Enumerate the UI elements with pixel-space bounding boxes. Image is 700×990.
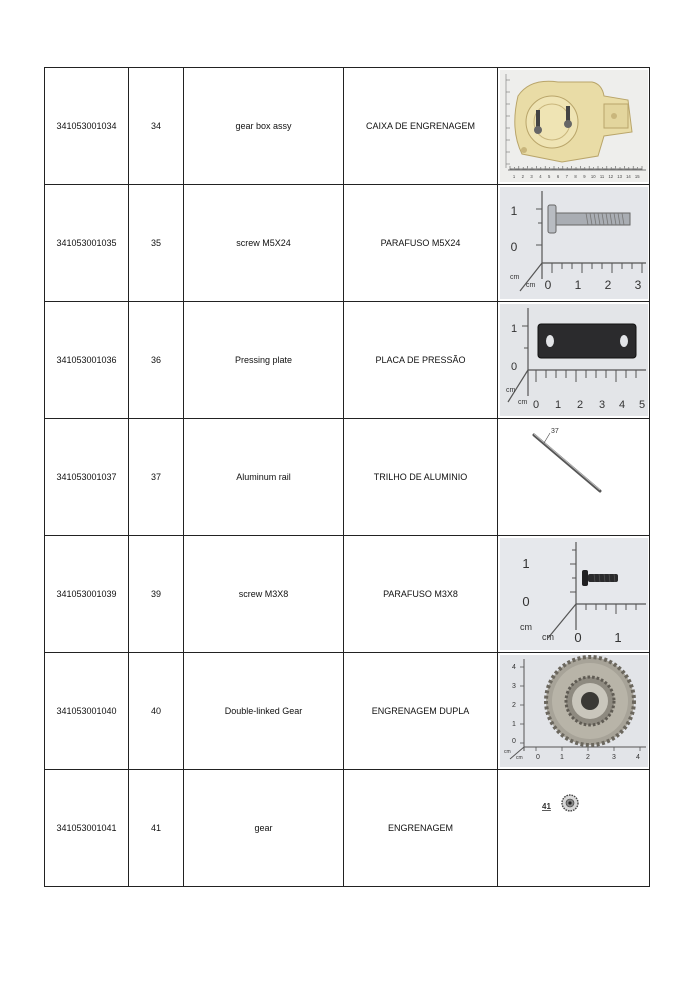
part-code: 341053001034 (45, 68, 129, 185)
scale-label: 2 (604, 278, 611, 292)
part-photo-cell (498, 419, 650, 536)
scale-unit: cm (505, 387, 515, 394)
description-pt: PARAFUSO M5X24 (344, 185, 498, 302)
description-en: screw M3X8 (184, 536, 344, 653)
part-photo-cell (498, 68, 650, 185)
part-photo-cell (498, 302, 650, 419)
scale-label: 2 (585, 754, 590, 761)
description-en: gear (184, 770, 344, 887)
scale-label: 2 (576, 399, 583, 411)
description-en: gear box assy (184, 68, 344, 185)
scale-label: 0 (544, 278, 551, 292)
table-row (45, 770, 650, 887)
scale-label: 3 (611, 754, 616, 761)
scale-label: 1 (512, 174, 515, 179)
gear-box-photo (500, 70, 648, 182)
description-en: Double-linked Gear (184, 653, 344, 770)
item-number: 37 (129, 419, 184, 536)
part-code: 341053001035 (45, 185, 129, 302)
item-number: 39 (129, 536, 184, 653)
item-number: 36 (129, 302, 184, 419)
scale-label: 0 (535, 754, 540, 761)
scale-label: 0 (532, 399, 539, 411)
description-en: Pressing plate (184, 302, 344, 419)
description-pt: PLACA DE PRESSÃO (344, 302, 498, 419)
part-photo-cell (498, 770, 650, 887)
scale-unit: cm (541, 632, 554, 642)
scale-unit: cm (503, 749, 511, 755)
scale-label: 1 (521, 556, 530, 571)
scale-label: 3 (634, 278, 641, 292)
description-en: screw M5X24 (184, 185, 344, 302)
aluminum-rail-drawing (500, 421, 648, 533)
screw-m3x8-photo (500, 538, 648, 650)
part-code: 341053001039 (45, 536, 129, 653)
scale-label: 3 (511, 683, 516, 690)
scale-label: 13 (616, 174, 622, 179)
scale-label: 4 (538, 174, 542, 179)
scale-label: 1 (554, 399, 561, 411)
table-row (45, 536, 650, 653)
description-pt: ENGRENAGEM DUPLA (344, 653, 498, 770)
table-row (45, 653, 650, 770)
scale-label: 11 (599, 174, 604, 179)
gear-drawing (500, 772, 648, 884)
callout-number: 41 (541, 802, 551, 811)
part-photo-cell (498, 185, 650, 302)
part-code: 341053001040 (45, 653, 129, 770)
scale-label: 2 (511, 702, 516, 709)
scale-label: 3 (598, 399, 605, 411)
scale-label: 0 (511, 738, 516, 745)
part-code: 341053001036 (45, 302, 129, 419)
table-row (45, 185, 650, 302)
scale-unit: cm (509, 274, 519, 281)
scale-label: 1 (511, 721, 516, 728)
scale-label: 12 (607, 174, 613, 179)
scale-label: 5 (547, 174, 550, 179)
description-pt: ENGRENAGEM (344, 770, 498, 887)
item-number: 34 (129, 68, 184, 185)
pressing-plate-photo (500, 304, 648, 416)
scale-label: 1 (510, 323, 517, 335)
scale-label: 7 (565, 174, 568, 179)
scale-label: 4 (635, 754, 640, 761)
part-code: 341053001041 (45, 770, 129, 887)
callout-number: 37 (550, 428, 559, 435)
scale-label: 6 (556, 174, 559, 179)
scale-label: 1 (510, 204, 517, 218)
screw-m5x24-photo (500, 187, 648, 299)
scale-unit: cm (515, 755, 523, 761)
item-number: 41 (129, 770, 184, 887)
scale-label: 0 (510, 361, 517, 373)
table-row (45, 419, 650, 536)
scale-label: 5 (638, 399, 645, 411)
part-photo-cell (498, 653, 650, 770)
scale-label: 3 (529, 174, 533, 179)
parts-table (44, 67, 650, 887)
scale-label: 0 (510, 240, 517, 254)
item-number: 35 (129, 185, 184, 302)
scale-label: 8 (573, 174, 577, 179)
scale-label: 9 (582, 174, 586, 179)
double-gear-photo (500, 655, 648, 767)
scale-label: 1 (574, 278, 581, 292)
scale-label: 14 (625, 174, 631, 179)
scale-unit: cm (519, 622, 532, 632)
scale-label: 10 (590, 174, 596, 179)
parts-table-container (44, 67, 650, 887)
description-pt: CAIXA DE ENGRENAGEM (344, 68, 498, 185)
scale-label: 4 (511, 664, 516, 671)
scale-unit: cm (525, 282, 535, 289)
scale-label: 0 (521, 594, 530, 609)
scale-label: 1 (613, 630, 622, 645)
description-pt: PARAFUSO M3X8 (344, 536, 498, 653)
scale-unit: cm (517, 399, 527, 406)
scale-label: 4 (618, 399, 625, 411)
scale-label: 2 (521, 174, 524, 179)
description-en: Aluminum rail (184, 419, 344, 536)
table-row (45, 68, 650, 185)
part-photo-cell (498, 536, 650, 653)
scale-label: 15 (634, 174, 640, 179)
part-code: 341053001037 (45, 419, 129, 536)
item-number: 40 (129, 653, 184, 770)
description-pt: TRILHO DE ALUMINIO (344, 419, 498, 536)
scale-label: 1 (559, 754, 564, 761)
scale-label: 0 (573, 630, 582, 645)
table-row (45, 302, 650, 419)
